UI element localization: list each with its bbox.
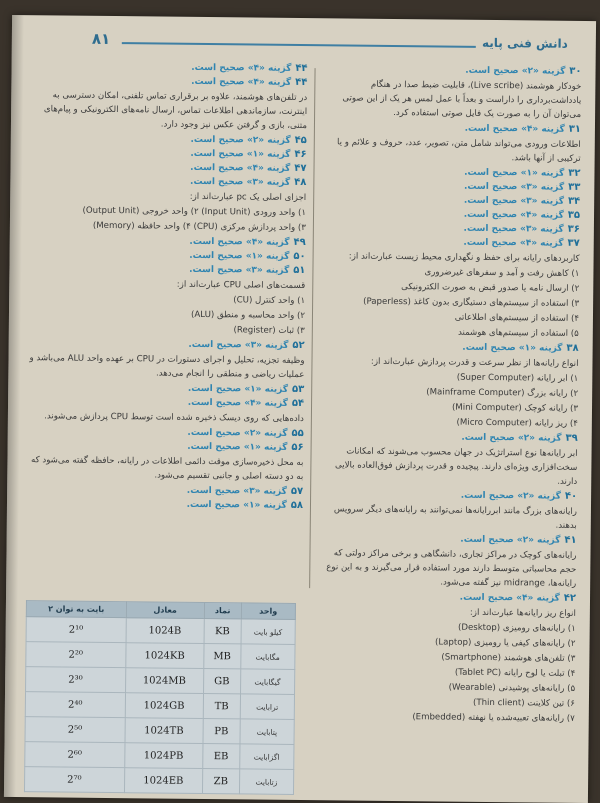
question-number: ۵۴ [291,397,305,410]
power-cell: 2¹⁰ [26,617,126,643]
table-row [26,617,295,645]
question-number: ۴۸ [294,176,307,189]
answer-text: گزینه «۴» صحیح است. [187,397,288,409]
question-number: ۳۳ [568,181,581,193]
question-number: ۳۶ [567,223,580,235]
answer-line [22,394,304,411]
equivalent-cell: 1024EB [124,768,202,794]
answer-line [21,496,303,513]
question-number: ۳۰ [569,65,582,77]
question-number: ۵۳ [291,383,305,396]
answer-line [329,62,581,79]
answer-line [25,73,307,90]
explanation-text: ۳) رایانه کوچک (Mini Computer) [451,402,579,414]
explanation-text: قسمت‌های اصلی CPU عبارت‌اند از: [176,279,306,292]
explanation-text: ۲) رایانه‌های کیفی یا رومیزی (Laptop) [434,637,576,649]
unit-cell: ترابایت [240,694,295,720]
answer-text: گزینه «۱» صحیح است. [187,441,288,453]
explanation-text: ۲) واحد محاسبه و منطق (ALU) [190,309,306,322]
equivalent-cell: 1024B [126,618,204,644]
answer-text: گزینه «۲» صحیح است. [465,65,566,77]
question-number: ۳۴ [567,195,581,207]
answer-text: گزینه «۱» صحیح است. [189,250,290,262]
equivalent-cell: 1024TB [125,718,203,744]
explanation-text: خودکار هوشمند (Live scribe)، قابلیت ضبط صدا در هنگام یادداشت‌برداری را داراست و بعداً با عمل لمس هر یک از این صوتی می‌توان آن را به صورت یک فایل صوتی استفاده کرد. [342,79,582,120]
explanation-text: ۱) واحد ورودی (Input Unit) ۲) واحد خروجی (Output Unit) [82,205,307,219]
question-number: ۴۰ [564,490,578,502]
explanation-text: ۳) تلفن‌های هوشمند (Smartphone) [441,652,576,664]
equivalent-cell: 1024KB [125,643,203,669]
answer-text: گزینه «۴» صحیح است. [459,592,560,604]
answer-text: گزینه «۴» صحیح است. [191,62,292,74]
explanation-text: ۴) ریز رایانه (Micro Computer) [456,417,578,429]
answer-text: گزینه «۱» صحیح است. [187,383,289,395]
question-number: ۵۲ [292,339,305,352]
equivalent-cell: 1024PB [124,743,202,769]
explanation-text: ۴) استفاده از سیستم‌های اطلاعاتی [454,312,580,324]
symbol-cell: TB [203,694,240,719]
answer-line [328,234,580,251]
answer-text: گزینه «۳» صحیح است. [463,223,564,235]
right-column [323,62,582,727]
explanation-text: ۷) رایانه‌های تعبیه‌شده یا نهفته (Embedded) [412,712,575,724]
question-number: ۳۱ [568,123,582,135]
explanation-text: ۱) رایانه‌های رومیزی (Desktop) [457,622,576,634]
answer-line [325,531,577,548]
answer-line [329,120,581,137]
left-column [21,59,308,513]
question-number: ۴۹ [293,236,306,249]
explanation-text: اطلاعات ورودی می‌تواند شامل متن، تصویر، عدد، حروف و علائم و یا ترکیبی از آنها باشد. [336,137,581,164]
explanation-text: ۳) استفاده از سیستم‌های دستیگاری بدون کاغذ (Paperless) [363,296,580,309]
answer-line [325,487,577,504]
explanation-text: ۵) استفاده از سیستم‌های هوشمند [457,327,579,339]
explanation-text: ۳) ثبات (Register) [233,325,305,337]
answer-line [23,261,305,278]
explanation-text: ۱) کاهش رفت و آمد و سفرهای غیرضروری [424,267,580,279]
explanation-text: ابر رایانه‌ها نوع استراتژیک در جهان محسوب می‌شوند که امکانات سخت‌افزاری ویژه‌ای دارند. پیچیده و قدرت پردازش فوق‌العاده بالایی دارند. [334,446,578,487]
explanation-text: انواع ریز رایانه‌ها عبارت‌اند از: [469,607,576,619]
answer-text: گزینه «۲» صحیح است. [190,134,291,146]
table-row [26,667,295,695]
explanation-text: در تلفن‌های هوشمند، علاوه بر برقراری تماس تلفنی، امکان دسترسی به اینترنت، سازماندهی اطلاعات تماس، ارسال نامه‌های الکترونیکی و پیام‌های متنی، بازی و گرفتن عکس نیز وجود دارد. [43,90,308,132]
answer-text: گزینه «۳» صحیح است. [463,195,565,207]
question-number: ۵۸ [290,499,304,512]
answer-text: گزینه «۳» صحیح است. [188,339,289,351]
unit-cell: پتابایت [240,719,295,745]
table-header-cell: واحد [241,603,296,620]
symbol-cell: EB [203,744,240,769]
question-number: ۴۲ [563,592,577,604]
question-number: ۵۵ [291,427,304,440]
question-number: ۴۴ [295,62,308,75]
explanation-text: ۱) واحد کنترل (CU) [233,295,306,307]
answer-text: گزینه «۲» صحیح است. [460,534,561,546]
book-page [4,15,596,803]
table-row [25,717,294,745]
explanation-text: ۵) رایانه‌های پوشیدنی (Wearable) [448,682,576,694]
question-number: ۴۴ [295,76,308,89]
table-header-cell: بایت به توان ۲ [26,601,126,618]
answer-text: گزینه «۲» صحیح است. [461,432,562,444]
question-number: ۳۸ [566,342,579,354]
answer-text: گزینه «۳» صحیح است. [186,485,287,497]
explanation-text: داده‌هایی که روی دیسک ذخیره شده است توسط CPU پردازش می‌شوند. [44,411,304,425]
symbol-cell: MB [204,644,241,669]
table-row [25,742,294,770]
answer-line [22,438,304,455]
symbol-cell: PB [203,719,240,744]
power-cell: 2⁷⁰ [24,767,124,793]
explanation-text: ۳) واحد پردازش مرکزی (CPU) ۴) واحد حافظه (Memory) [92,220,306,234]
explanation-text: ۲) رایانه بزرگ (Mainframe Computer) [426,387,579,399]
explanation-text: ۱) ابر رایانه (Super Computer) [456,372,579,384]
explanation-text: انواع رایانه‌ها از نظر سرعت و قدرت پردازش عبارت‌اند از: [370,356,579,369]
unit-cell: گیگابایت [240,669,295,695]
answer-line [24,173,306,190]
equivalent-cell: 1024GB [125,693,203,719]
question-number: ۳۹ [565,432,578,444]
power-cell: 2⁶⁰ [25,742,125,768]
table-header-cell: نماد [204,603,241,619]
answer-line [326,429,578,446]
table-row [26,642,295,670]
answer-line [327,339,579,356]
question-number: ۵۷ [290,485,304,498]
unit-cell: کیلو بایت [241,619,296,645]
question-number: ۳۷ [567,237,580,249]
power-cell: 2³⁰ [26,667,126,693]
table-row [25,692,294,720]
page-number: ۸۱ [91,29,111,48]
equivalent-cell: 1024MB [125,668,203,694]
symbol-cell: ZB [202,768,239,793]
answer-line [23,336,305,353]
answer-text: گزینه «۲» صحیح است. [460,490,561,502]
explanation-text: ۲) ارسال نامه یا صدور قبض به صورت الکترونیکی [401,282,580,294]
explanation-text: وظیفه تجزیه، تحلیل و اجرای دستورات در CPU بر عهده واحد ALU می‌باشد و عملیات ریاضی و منطقی را انجام می‌دهد. [29,353,305,381]
answer-text: گزینه «۴» صحیح است. [191,76,292,88]
explanation-text: به محل ذخیره‌سازی موقت دائمی اطلاعات در رایانه، حافظه گفته می‌شود که به دو دسته اصلی و جانبی تقسیم می‌شود. [30,455,304,483]
answer-text: گزینه «۴» صحیح است. [463,209,564,221]
header-rule [122,42,476,48]
question-number: ۴۶ [294,148,307,161]
question-number: ۵۱ [293,264,306,277]
answer-text: گزینه «۱» صحیح است. [464,167,565,179]
answer-text: گزینه «۴» صحیح است. [464,123,565,135]
unit-cell: اگزابایت [239,744,294,770]
answer-text: گزینه «۳» صحیح است. [189,176,291,188]
explanation-text: ۴) تبلت یا لوح رایانه (Tablet PC) [454,667,576,679]
symbol-cell: KB [204,619,241,644]
question-number: ۴۱ [564,534,577,546]
table-header-cell: معادل [126,602,204,619]
answer-line [324,589,576,606]
question-number: ۳۵ [567,209,581,221]
answer-text: گزینه «۴» صحیح است. [190,162,291,174]
running-title: دانش فنی پایه [481,35,568,51]
answer-text: گزینه «۴» صحیح است. [463,237,564,249]
explanation-text: رایانه‌های کوچک در مراکز تجاری، دانشگاهی و برخی مراکز دولتی که حجم محاسباتی متوسط دارند مورد استفاده قرار می‌گیرند و به این نوع رایانه‌ها، midrange نیز گفته می‌شود. [326,548,577,589]
explanation-text: اجزای اصلی یک pc عبارت‌اند از: [189,191,307,204]
question-number: ۵۰ [293,250,306,263]
answer-text: گزینه «۴» صحیح است. [189,236,290,248]
unit-cell: زتابایت [239,769,294,795]
question-number: ۴۷ [294,162,307,175]
column-divider [309,68,315,588]
symbol-cell: GB [203,669,240,694]
answer-text: گزینه «۱» صحیح است. [190,148,291,160]
question-number: ۳۲ [568,167,581,179]
storage-units-table [24,600,296,795]
question-number: ۴۵ [294,134,307,147]
answer-text: گزینه «۱» صحیح است. [462,342,563,354]
table-row [24,767,293,795]
question-number: ۵۶ [291,441,304,454]
answer-text: گزینه «۲» صحیح است. [187,427,288,439]
unit-cell: مگابایت [240,644,295,670]
explanation-text: رایانه‌های بزرگ مانند ابررایانه‌ها نمی‌توانند به رایانه‌های دیگر سرویس بدهند. [333,504,577,531]
explanation-text: ۶) تین کلاینت (Thin client) [472,697,575,709]
answer-text: گزینه «۱» صحیح است. [186,499,287,511]
power-cell: 2⁴⁰ [25,692,125,718]
answer-text: گزینه «۳» صحیح است. [463,181,565,193]
power-cell: 2⁵⁰ [25,717,125,743]
explanation-text: کاربردهای رایانه برای حفظ و نگهداری محیط زیست عبارت‌اند از: [348,251,580,264]
power-cell: 2²⁰ [26,642,126,668]
answer-text: گزینه «۳» صحیح است. [189,264,290,276]
